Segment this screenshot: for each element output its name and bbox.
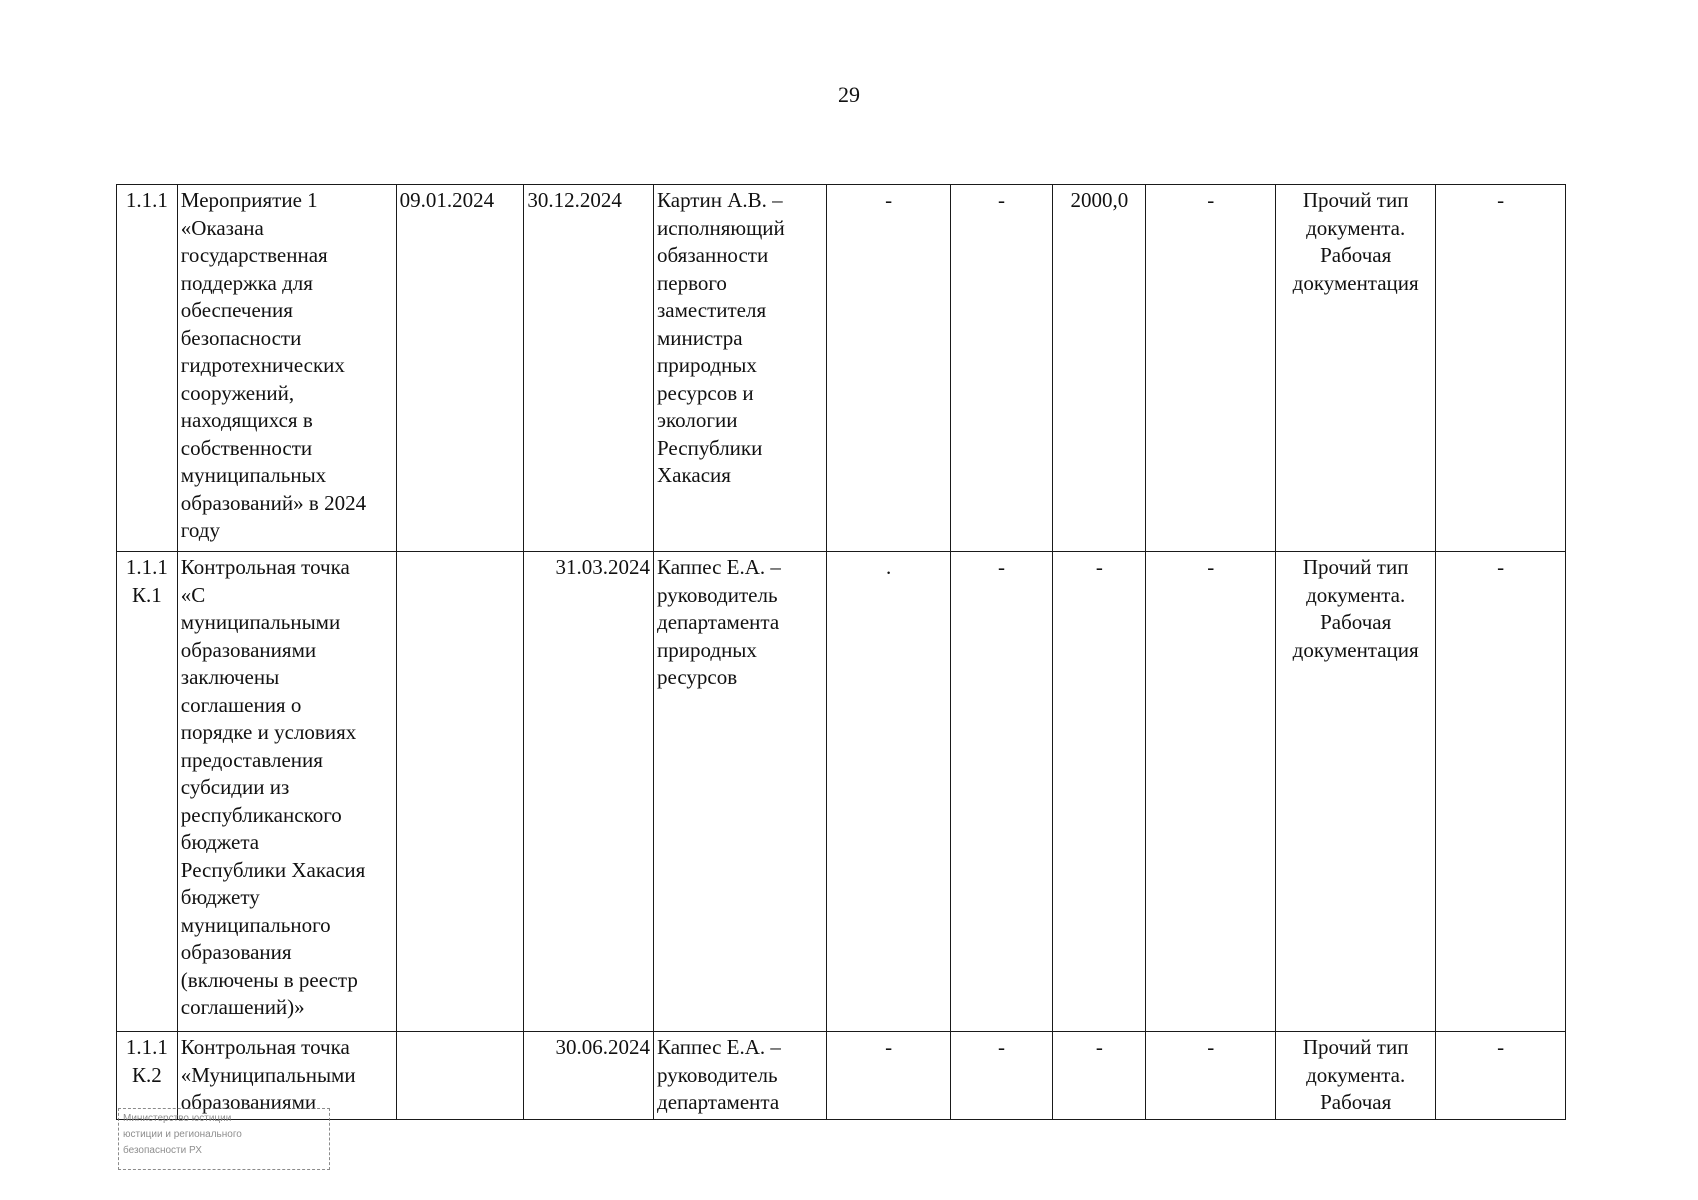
value-cell: - [1436,1032,1566,1120]
row-number: 1.1.1 К.1 [117,552,178,1032]
value-cell: - [1436,185,1566,552]
amount-cell: 2000,0 [1053,185,1146,552]
start-date [396,1032,524,1120]
plan-table [116,184,1566,1120]
start-date: 09.01.2024 [396,185,524,552]
value-cell: - [1436,552,1566,1032]
table-row [117,1032,1566,1120]
activity-name: Контрольная точка «Муниципальными образованиями [177,1032,396,1120]
value-cell: - [1146,185,1276,552]
stamp-line: Министерство юстиции [123,1113,232,1124]
value-cell: - [1053,552,1146,1032]
row-number: 1.1.1 К.2 [117,1032,178,1120]
value-cell: - [827,185,951,552]
responsible-person: Каппес Е.А. – руководитель департамента природных ресурсов [654,552,827,1032]
page-number: 29 [838,82,860,107]
responsible-person: Картин А.В. – исполняющий обязанности первого заместителя министра природных ресурсов и экологии Республики Хакасия [654,185,827,552]
activity-name: Контрольная точка «С муниципальными образованиями заключены соглашения о порядке и условиях предоставления субсидии из республиканского бюджета Республики Хакасия бюджету муниципального образования (включены в реестр соглашений)» [177,552,396,1032]
row-number: 1.1.1 [117,185,178,552]
responsible-person: Каппес Е.А. – руководитель департамента [654,1032,827,1120]
value-cell: - [950,1032,1052,1120]
registration-stamp [118,1108,330,1170]
document-type: Прочий тип документа. Рабочая [1276,1032,1436,1120]
value-cell: - [827,1032,951,1120]
document-type: Прочий тип документа. Рабочая документация [1276,185,1436,552]
start-date [396,552,524,1032]
end-date: 30.06.2024 [524,1032,654,1120]
value-cell: - [1146,1032,1276,1120]
value-cell: - [1053,1032,1146,1120]
end-date: 30.12.2024 [524,185,654,552]
value-cell: - [950,185,1052,552]
table-row [117,552,1566,1032]
value-cell: - [950,552,1052,1032]
end-date: 31.03.2024 [524,552,654,1032]
activity-name: Мероприятие 1 «Оказана государственная поддержка для обеспечения безопасности гидротехнических сооружений, находящихся в собственности муниципальных образований» в 2024 году [177,185,396,552]
stamp-line: безопасности РХ [123,1145,202,1156]
value-cell: - [1146,552,1276,1032]
document-type: Прочий тип документа. Рабочая документация [1276,552,1436,1032]
table-row [117,185,1566,552]
value-cell: . [827,552,951,1032]
stamp-line: юстиции и регионального [123,1129,242,1140]
